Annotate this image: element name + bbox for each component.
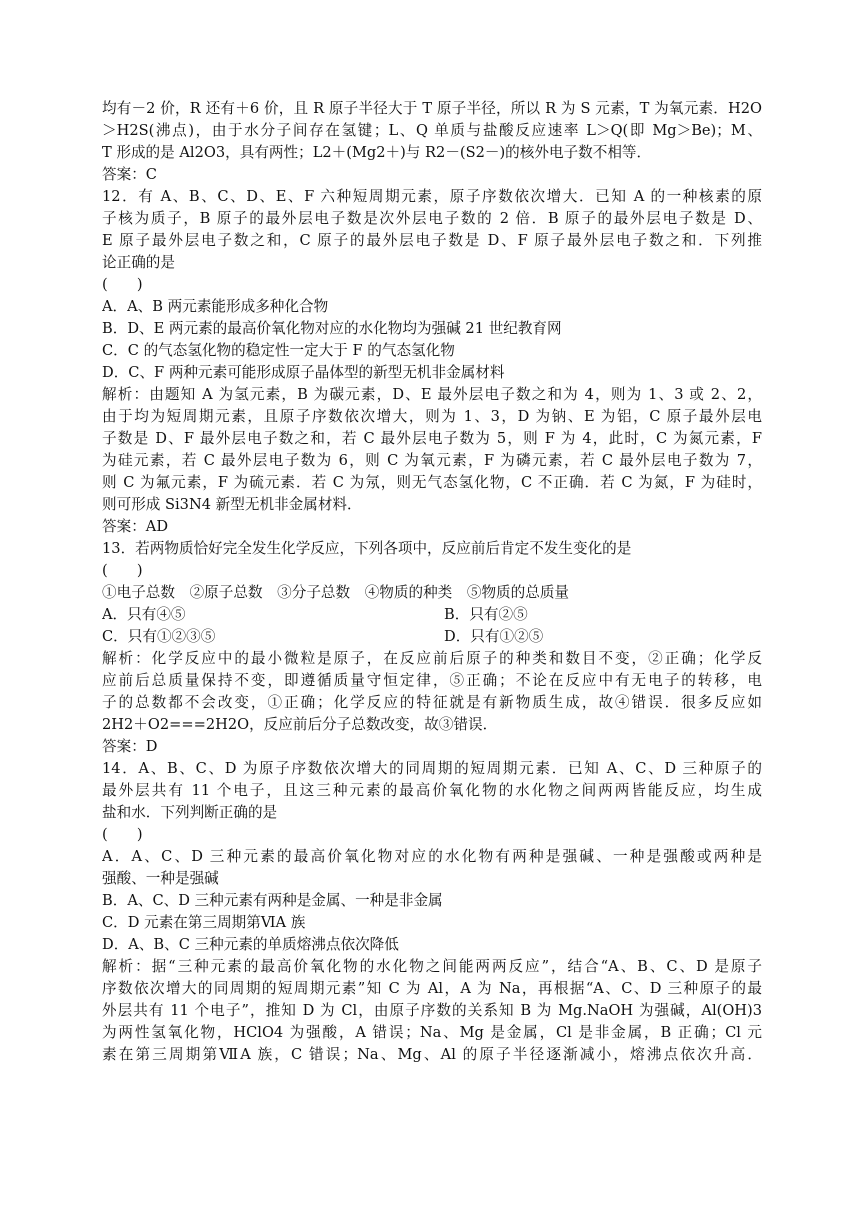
- option-c: C．D 元素在第三周期第ⅥA 族: [102, 914, 306, 931]
- question-14-line: 14．A、B、C、D 为原子序数依次增大的同周期的短周期元素．已知 A、C、D 三种原子的: [102, 760, 762, 777]
- analysis-line: 则可形成 Si3N4 新型无机非金属材料．: [102, 496, 362, 513]
- option-d: D．只有①②⑤: [444, 628, 544, 645]
- option-d: D．C、F 两种元素可能形成原子晶体型的新型无机非金属材料: [102, 364, 505, 381]
- option-d: D．A、B、C 三种元素的单质熔沸点依次降低: [102, 936, 399, 953]
- analysis-line: 外层共有 11 个电子”，推知 D 为 Cl，由原子序数的关系知 B 为 Mg.NaOH 为强碱，Al(OH)3: [102, 1002, 762, 1019]
- text-line: T 形成的是 Al2O3，具有两性；L2＋(Mg2＋)与 R2－(S2－)的核外电子数不相等．: [102, 144, 652, 161]
- analysis-line: 为硅元素，若 C 最外层电子数为 6，则 C 为氧元素，F 为磷元素，若 C 最外层电子数为 7，: [102, 452, 762, 469]
- question-12-line: 12．有 A、B、C、D、E、F 六种短周期元素，原子序数依次增大．已知 A 的一种核素的原: [102, 188, 762, 205]
- analysis-line: 解析：化学反应中的最小微粒是原子，在反应前后原子的种类和数目不变，②正确；化学反: [102, 650, 762, 667]
- analysis-line: 应前后总质量保持不变，即遵循质量守恒定律，⑤正确；不论在反应中有无电子的转移，电: [102, 672, 762, 689]
- question-12-line: E 原子最外层电子数之和，C 原子的最外层电子数是 D、F 原子最外层电子数之和．下列推: [102, 232, 762, 249]
- option-b: B．A、C、D 三种元素有两种是金属、一种是非金属: [102, 892, 443, 909]
- analysis-line: 则 C 为氟元素，F 为硫元素．若 C 为氖，则无气态氢化物，C 不正确．若 C 为氮，F 为硅时，: [102, 474, 762, 491]
- question-12-line: 论正确的是: [102, 254, 175, 271]
- question-14-line: 最外层共有 11 个电子，且这三种元素的最高价氧化物的水化物之间两两皆能反应，均生成: [102, 782, 762, 799]
- question-14-line: 盐和水．下列判断正确的是: [102, 804, 278, 821]
- analysis-line: 解析：据“三种元素的最高价氧化物的水化物之间能两两反应”，结合“A、B、C、D 是原子: [102, 958, 762, 975]
- answer-line: 答案：AD: [102, 518, 169, 535]
- question-13-items: ①电子总数 ②原子总数 ③分子总数 ④物质的种类 ⑤物质的总质量: [102, 584, 570, 601]
- option-c: C．只有①②③⑤: [102, 628, 216, 645]
- text-line: ＞H2S(沸点)，由于水分子间存在氢键；L、Q 单质与盐酸反应速率 L＞Q(即 Mg＞Be)；M、: [102, 122, 762, 139]
- analysis-line: 子的总数都不会改变，①正确；化学反应的特征就是有新物质生成，故④错误．很多反应如: [102, 694, 762, 711]
- option-c: C．C 的气态氢化物的稳定性一定大于 F 的气态氢化物: [102, 342, 455, 359]
- option-a: A．A、B 两元素能形成多种化合物: [102, 298, 329, 315]
- options-row-2: [102, 626, 762, 648]
- question-13-line: 13．若两物质恰好完全发生化学反应，下列各项中，反应前后肯定不发生变化的是: [102, 540, 632, 557]
- analysis-line: 序数依次增大的同周期的短周期元素”知 C 为 Al，A 为 Na，再根据“A、C、D 三种原子的最: [102, 980, 762, 997]
- option-a: A．A、C、D 三种元素的最高价氧化物对应的水化物有两种是强碱、一种是强酸或两种是: [102, 848, 762, 865]
- option-a: A．只有④⑤: [102, 606, 186, 623]
- option-a-cont: 强酸、一种是强碱: [102, 870, 219, 887]
- analysis-line: 子数是 D、F 最外层电子数之和，若 C 最外层电子数为 5，则 F 为 4，此时，C 为氮元素，F: [102, 430, 762, 447]
- analysis-line: 由于均为短周期元素，且原子序数依次增大，则为 1、3，D 为钠、E 为铝，C 原子最外层电: [102, 408, 762, 425]
- answer-blank: ( ): [102, 562, 143, 579]
- answer-blank: ( ): [102, 826, 143, 843]
- analysis-line: 2H2＋O2===2H2O，反应前后分子总数改变，故③错误．: [102, 716, 498, 733]
- answer-line: 答案：D: [102, 738, 158, 755]
- options-row-1: [102, 604, 762, 626]
- analysis-line: 为两性氢氧化物，HClO4 为强酸，A 错误；Na、Mg 是金属，Cl 是非金属，B 正确；Cl 元: [102, 1024, 762, 1041]
- answer-line: 答案：C: [102, 166, 157, 183]
- analysis-line: 解析：由题知 A 为氢元素，B 为碳元素，D、E 最外层电子数之和为 4，则为 1、3 或 2、2，: [102, 386, 762, 403]
- analysis-line: 素在第三周期第ⅦA 族，C 错误；Na、Mg、Al 的原子半径逐渐减小，熔沸点依次升高．: [102, 1046, 762, 1063]
- question-12-line: 子核为质子，B 原子的最外层电子数是次外层电子数的 2 倍．B 原子的最外层电子数是 D、: [102, 210, 762, 227]
- answer-blank: ( ): [102, 276, 143, 293]
- text-line: 均有－2 价，R 还有＋6 价，且 R 原子半径大于 T 原子半径，所以 R 为 S 元素，T 为氧元素．H2O: [102, 100, 762, 117]
- option-b: B．只有②⑤: [444, 606, 528, 623]
- option-b: B．D、E 两元素的最高价氧化物对应的水化物均为强碱 21 世纪教育网: [102, 320, 562, 337]
